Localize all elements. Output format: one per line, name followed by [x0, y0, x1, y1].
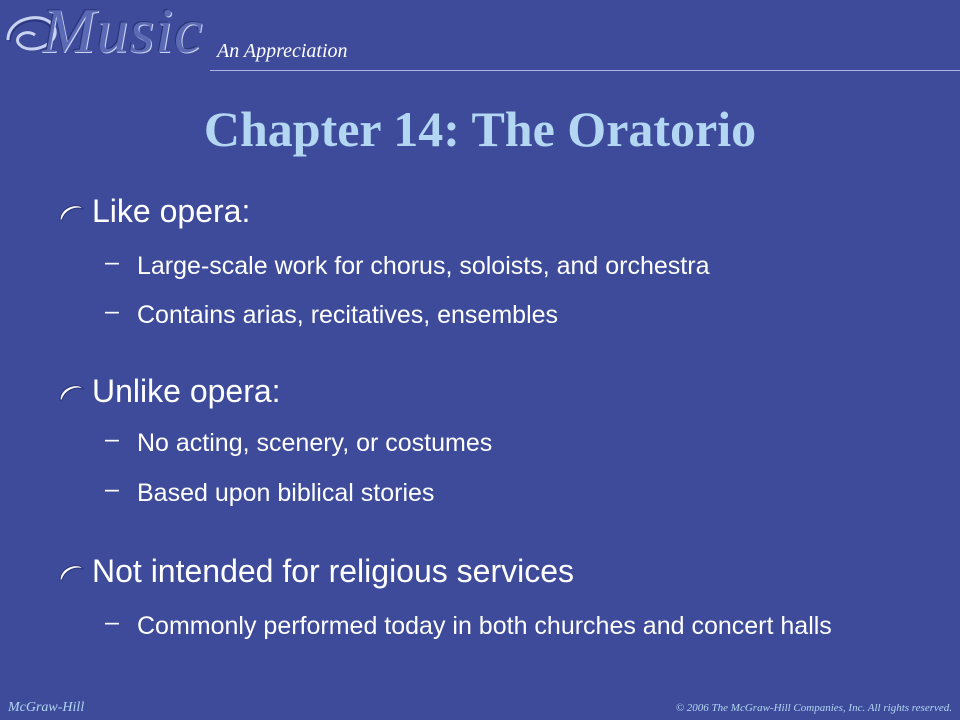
sub-item-text: Large-scale work for chorus, soloists, and orchestra	[137, 252, 710, 280]
bullet-item-3	[56, 553, 574, 590]
dash: –	[105, 608, 119, 636]
logo-word: Music	[42, 0, 204, 66]
music-logo	[0, 0, 210, 70]
slide-title: Chapter 14: The Oratorio	[203, 101, 757, 157]
header-divider	[210, 70, 960, 71]
swoosh-bullet-icon	[56, 560, 86, 584]
dash: –	[105, 297, 119, 325]
bullet-item-1	[56, 193, 250, 230]
sub-item-2-1	[105, 425, 877, 461]
header-subtitle: An Appreciation	[217, 40, 348, 62]
sub-item-1-1	[105, 248, 877, 284]
bullet-text: Not intended for religious services	[92, 553, 575, 589]
dash: –	[105, 425, 119, 453]
sub-item-text: Based upon biblical stories	[137, 479, 435, 507]
bullet-text: Unlike opera:	[92, 373, 281, 409]
swoosh-bullet-icon	[56, 200, 86, 224]
swoosh-bullet-icon	[56, 380, 86, 404]
dash: –	[105, 248, 119, 276]
sub-item-1-2	[105, 297, 877, 333]
footer-copyright: © 2006 The McGraw-Hill Companies, Inc. All rights reserved.	[675, 702, 952, 714]
footer-publisher: McGraw-Hill	[8, 700, 85, 715]
sub-item-3-1	[105, 608, 877, 644]
sub-item-text: Commonly performed today in both churches and concert halls	[137, 612, 832, 640]
sub-item-2-2	[105, 475, 877, 511]
bullet-item-2	[56, 373, 281, 410]
sub-item-text: Contains arias, recitatives, ensembles	[137, 301, 559, 329]
bullet-text: Like opera:	[92, 193, 251, 229]
sub-item-text: No acting, scenery, or costumes	[137, 429, 493, 457]
dash: –	[105, 475, 119, 503]
